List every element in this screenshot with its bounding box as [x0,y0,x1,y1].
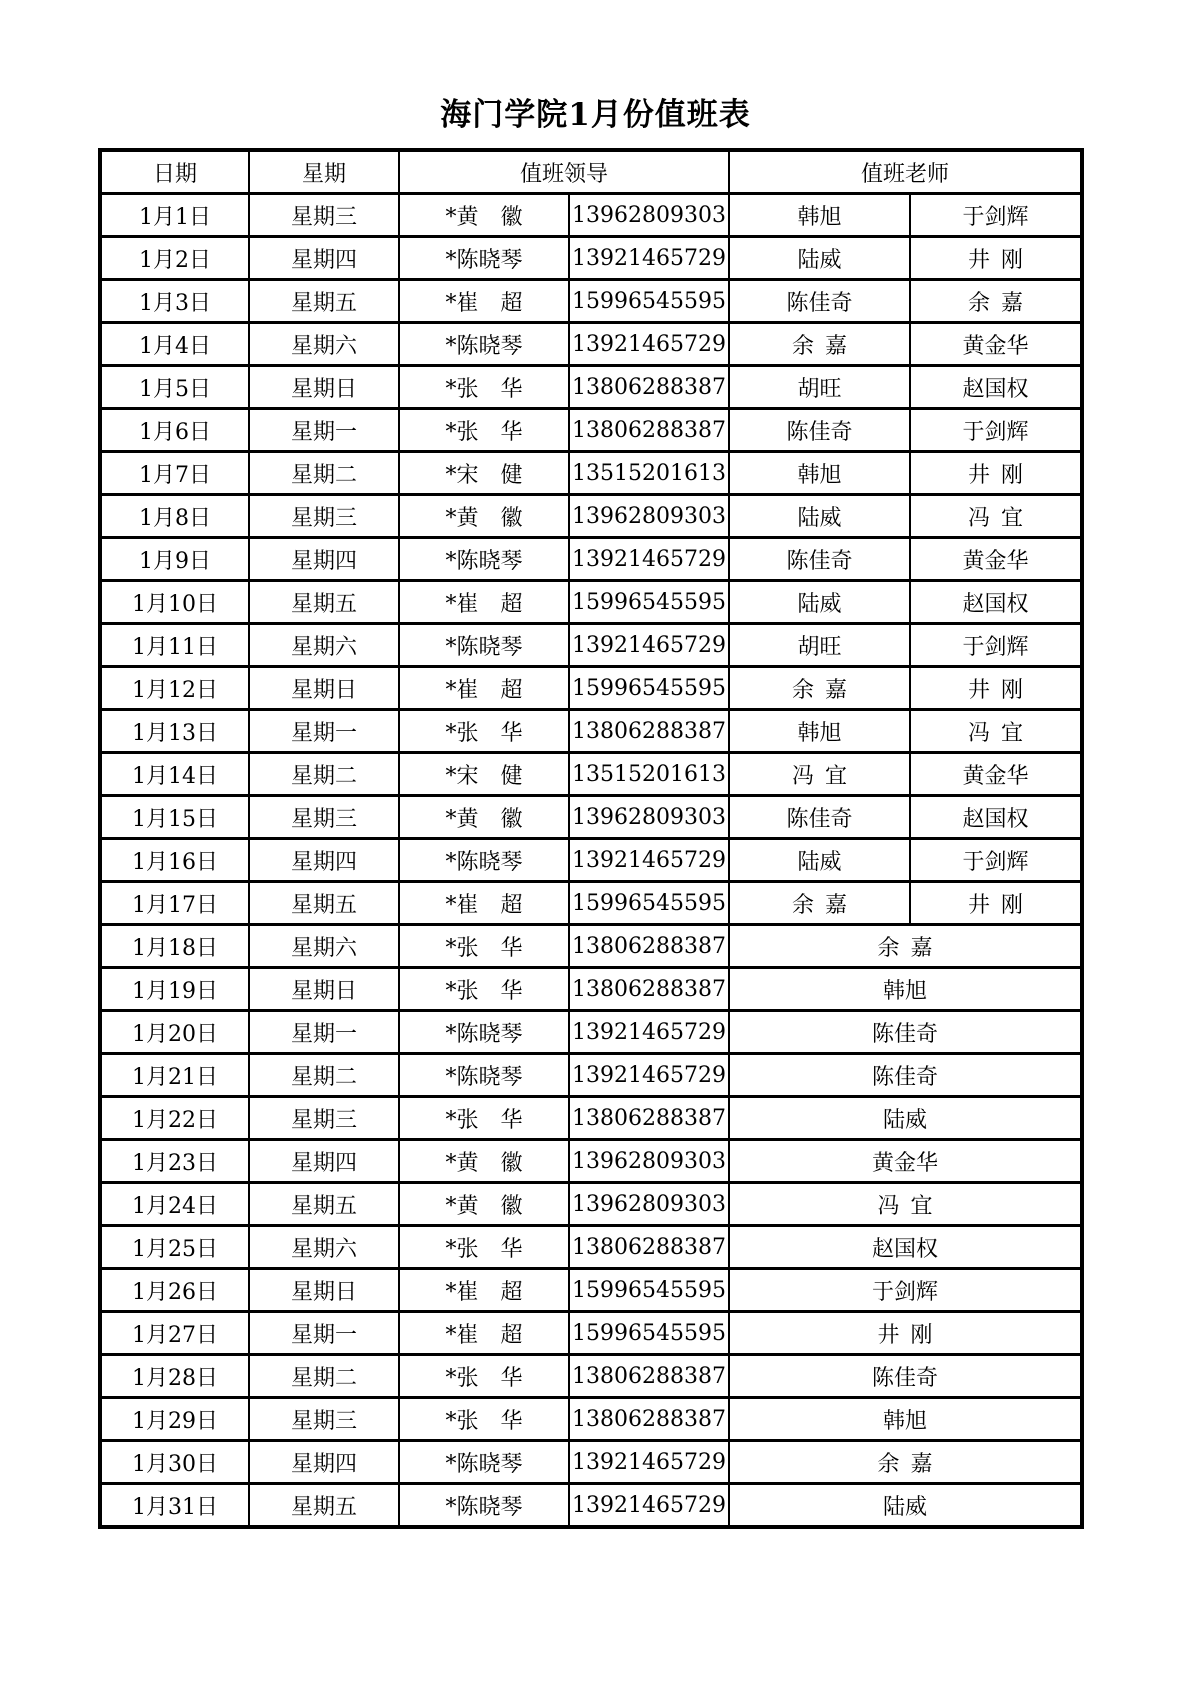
teacher-cell: 陈佳奇 [729,538,910,581]
weekday-cell: 星期二 [249,753,399,796]
table-row [100,882,1082,925]
teacher-cell-merged: 余 嘉 [729,1441,1082,1484]
table-row [100,1097,1082,1140]
date-cell: 1月3日 [100,280,249,323]
teacher-cell: 余 嘉 [729,323,910,366]
date-cell: 1月18日 [100,925,249,968]
date-cell: 1月7日 [100,452,249,495]
teacher-cell-merged: 韩旭 [729,968,1082,1011]
date-cell: 1月26日 [100,1269,249,1312]
leader-phone-cell: 15996545595 [569,581,729,624]
table-row [100,624,1082,667]
leader-name-cell: *宋 健 [399,452,569,495]
teacher-cell-merged: 韩旭 [729,1398,1082,1441]
teacher-cell-merged: 陈佳奇 [729,1054,1082,1097]
leader-name-cell: *张 华 [399,1226,569,1269]
leader-name-cell: *黄 徽 [399,1183,569,1226]
leader-phone-cell: 13806288387 [569,968,729,1011]
leader-phone-cell: 13921465729 [569,323,729,366]
date-cell: 1月9日 [100,538,249,581]
leader-phone-cell: 13806288387 [569,1226,729,1269]
date-cell: 1月28日 [100,1355,249,1398]
weekday-cell: 星期二 [249,1054,399,1097]
table-row [100,968,1082,1011]
teacher-cell-merged: 冯 宜 [729,1183,1082,1226]
weekday-cell: 星期五 [249,280,399,323]
weekday-cell: 星期日 [249,667,399,710]
date-cell: 1月20日 [100,1011,249,1054]
teacher-cell: 余 嘉 [729,882,910,925]
date-cell: 1月8日 [100,495,249,538]
teacher-cell-merged: 赵国权 [729,1226,1082,1269]
table-row [100,409,1082,452]
teacher-cell: 井 刚 [910,452,1082,495]
leader-name-cell: *崔 超 [399,581,569,624]
teacher-cell: 韩旭 [729,194,910,237]
teacher-cell-merged: 于剑辉 [729,1269,1082,1312]
teacher-cell: 陆威 [729,495,910,538]
duty-roster-table [98,148,1084,1529]
teacher-cell: 胡旺 [729,366,910,409]
weekday-cell: 星期二 [249,1355,399,1398]
table-row [100,1011,1082,1054]
leader-phone-cell: 15996545595 [569,280,729,323]
weekday-cell: 星期五 [249,882,399,925]
header-weekday: 星期 [249,150,399,194]
weekday-cell: 星期一 [249,1312,399,1355]
teacher-cell-merged: 井 刚 [729,1312,1082,1355]
leader-name-cell: *黄 徽 [399,495,569,538]
table-row [100,237,1082,280]
table-row [100,194,1082,237]
leader-phone-cell: 13806288387 [569,710,729,753]
teacher-cell: 井 刚 [910,882,1082,925]
teacher-cell: 陆威 [729,237,910,280]
table-row [100,839,1082,882]
leader-name-cell: *张 华 [399,710,569,753]
weekday-cell: 星期四 [249,538,399,581]
teacher-cell-merged: 陆威 [729,1484,1082,1528]
teacher-cell: 韩旭 [729,710,910,753]
table-row [100,452,1082,495]
leader-name-cell: *宋 健 [399,753,569,796]
leader-name-cell: *陈晓琴 [399,538,569,581]
leader-name-cell: *陈晓琴 [399,839,569,882]
leader-name-cell: *张 华 [399,1355,569,1398]
leader-phone-cell: 15996545595 [569,1269,729,1312]
date-cell: 1月22日 [100,1097,249,1140]
table-row [100,1183,1082,1226]
leader-name-cell: *崔 超 [399,882,569,925]
weekday-cell: 星期四 [249,237,399,280]
date-cell: 1月31日 [100,1484,249,1528]
weekday-cell: 星期四 [249,1140,399,1183]
leader-name-cell: *黄 徽 [399,1140,569,1183]
table-row [100,796,1082,839]
header-date: 日期 [100,150,249,194]
weekday-cell: 星期日 [249,968,399,1011]
teacher-cell: 胡旺 [729,624,910,667]
leader-phone-cell: 15996545595 [569,882,729,925]
date-cell: 1月27日 [100,1312,249,1355]
leader-phone-cell: 13921465729 [569,237,729,280]
table-row [100,1269,1082,1312]
table-row [100,323,1082,366]
leader-phone-cell: 13921465729 [569,1054,729,1097]
table-row [100,710,1082,753]
leader-name-cell: *陈晓琴 [399,1484,569,1528]
teacher-cell: 于剑辉 [910,839,1082,882]
teacher-cell: 陈佳奇 [729,409,910,452]
teacher-cell: 陈佳奇 [729,796,910,839]
table-row [100,280,1082,323]
leader-phone-cell: 13515201613 [569,753,729,796]
teacher-cell: 冯 宜 [910,495,1082,538]
date-cell: 1月25日 [100,1226,249,1269]
weekday-cell: 星期三 [249,194,399,237]
leader-phone-cell: 13806288387 [569,1398,729,1441]
leader-name-cell: *陈晓琴 [399,237,569,280]
date-cell: 1月16日 [100,839,249,882]
leader-name-cell: *陈晓琴 [399,1054,569,1097]
table-row [100,1484,1082,1528]
leader-name-cell: *黄 徽 [399,194,569,237]
weekday-cell: 星期三 [249,1398,399,1441]
date-cell: 1月15日 [100,796,249,839]
leader-name-cell: *崔 超 [399,280,569,323]
leader-name-cell: *崔 超 [399,667,569,710]
weekday-cell: 星期一 [249,409,399,452]
weekday-cell: 星期六 [249,624,399,667]
weekday-cell: 星期一 [249,710,399,753]
date-cell: 1月23日 [100,1140,249,1183]
teacher-cell-merged: 陈佳奇 [729,1011,1082,1054]
teacher-cell: 韩旭 [729,452,910,495]
leader-name-cell: *崔 超 [399,1269,569,1312]
leader-name-cell: *陈晓琴 [399,323,569,366]
header-teacher: 值班老师 [729,150,1082,194]
leader-phone-cell: 13806288387 [569,925,729,968]
leader-phone-cell: 13962809303 [569,194,729,237]
table-row [100,1140,1082,1183]
header-leader: 值班领导 [399,150,729,194]
page-title: 海门学院1月份值班表 [440,97,751,133]
teacher-cell: 于剑辉 [910,194,1082,237]
date-cell: 1月24日 [100,1183,249,1226]
teacher-cell: 陆威 [729,839,910,882]
table-row [100,1226,1082,1269]
teacher-cell-merged: 陆威 [729,1097,1082,1140]
table-row [100,1312,1082,1355]
table-row [100,1398,1082,1441]
leader-phone-cell: 13921465729 [569,839,729,882]
teacher-cell-merged: 陈佳奇 [729,1355,1082,1398]
weekday-cell: 星期三 [249,495,399,538]
teacher-cell: 赵国权 [910,796,1082,839]
date-cell: 1月13日 [100,710,249,753]
leader-phone-cell: 15996545595 [569,1312,729,1355]
weekday-cell: 星期日 [249,366,399,409]
table-row [100,366,1082,409]
leader-name-cell: *张 华 [399,1398,569,1441]
weekday-cell: 星期二 [249,452,399,495]
teacher-cell: 赵国权 [910,581,1082,624]
weekday-cell: 星期四 [249,839,399,882]
table-row [100,1441,1082,1484]
teacher-cell: 余 嘉 [910,280,1082,323]
leader-name-cell: *崔 超 [399,1312,569,1355]
teacher-cell: 于剑辉 [910,409,1082,452]
leader-phone-cell: 13962809303 [569,796,729,839]
leader-phone-cell: 13806288387 [569,1355,729,1398]
leader-name-cell: *陈晓琴 [399,1441,569,1484]
leader-phone-cell: 13806288387 [569,1097,729,1140]
date-cell: 1月14日 [100,753,249,796]
leader-phone-cell: 13806288387 [569,366,729,409]
teacher-cell: 井 刚 [910,237,1082,280]
teacher-cell: 陈佳奇 [729,280,910,323]
weekday-cell: 星期三 [249,1097,399,1140]
leader-phone-cell: 15996545595 [569,667,729,710]
table-row [100,538,1082,581]
leader-name-cell: *张 华 [399,968,569,1011]
leader-name-cell: *张 华 [399,925,569,968]
date-cell: 1月11日 [100,624,249,667]
roster-body [100,194,1082,1528]
date-cell: 1月6日 [100,409,249,452]
date-cell: 1月1日 [100,194,249,237]
leader-phone-cell: 13921465729 [569,1484,729,1528]
table-row [100,495,1082,538]
teacher-cell: 于剑辉 [910,624,1082,667]
weekday-cell: 星期六 [249,1226,399,1269]
leader-phone-cell: 13921465729 [569,1441,729,1484]
date-cell: 1月19日 [100,968,249,1011]
date-cell: 1月21日 [100,1054,249,1097]
date-cell: 1月17日 [100,882,249,925]
table-row [100,1355,1082,1398]
leader-phone-cell: 13515201613 [569,452,729,495]
weekday-cell: 星期五 [249,1484,399,1528]
table-row [100,925,1082,968]
weekday-cell: 星期六 [249,925,399,968]
weekday-cell: 星期一 [249,1011,399,1054]
teacher-cell: 冯 宜 [910,710,1082,753]
date-cell: 1月12日 [100,667,249,710]
date-cell: 1月10日 [100,581,249,624]
leader-name-cell: *陈晓琴 [399,1011,569,1054]
table-row [100,581,1082,624]
date-cell: 1月30日 [100,1441,249,1484]
date-cell: 1月29日 [100,1398,249,1441]
date-cell: 1月5日 [100,366,249,409]
table-row [100,1054,1082,1097]
weekday-cell: 星期五 [249,1183,399,1226]
leader-phone-cell: 13921465729 [569,624,729,667]
teacher-cell-merged: 余 嘉 [729,925,1082,968]
leader-name-cell: *张 华 [399,409,569,452]
teacher-cell: 黄金华 [910,753,1082,796]
weekday-cell: 星期五 [249,581,399,624]
teacher-cell: 赵国权 [910,366,1082,409]
leader-name-cell: *张 华 [399,366,569,409]
teacher-cell: 黄金华 [910,538,1082,581]
weekday-cell: 星期四 [249,1441,399,1484]
weekday-cell: 星期日 [249,1269,399,1312]
leader-phone-cell: 13962809303 [569,1140,729,1183]
table-row [100,667,1082,710]
weekday-cell: 星期三 [249,796,399,839]
leader-phone-cell: 13962809303 [569,495,729,538]
date-cell: 1月2日 [100,237,249,280]
teacher-cell: 余 嘉 [729,667,910,710]
teacher-cell: 井 刚 [910,667,1082,710]
leader-phone-cell: 13806288387 [569,409,729,452]
leader-phone-cell: 13962809303 [569,1183,729,1226]
leader-name-cell: *张 华 [399,1097,569,1140]
teacher-cell: 黄金华 [910,323,1082,366]
date-cell: 1月4日 [100,323,249,366]
teacher-cell: 冯 宜 [729,753,910,796]
weekday-cell: 星期六 [249,323,399,366]
leader-name-cell: *陈晓琴 [399,624,569,667]
teacher-cell-merged: 黄金华 [729,1140,1082,1183]
teacher-cell: 陆威 [729,581,910,624]
leader-phone-cell: 13921465729 [569,1011,729,1054]
header-row [100,150,1082,194]
leader-name-cell: *黄 徽 [399,796,569,839]
leader-phone-cell: 13921465729 [569,538,729,581]
table-row [100,753,1082,796]
